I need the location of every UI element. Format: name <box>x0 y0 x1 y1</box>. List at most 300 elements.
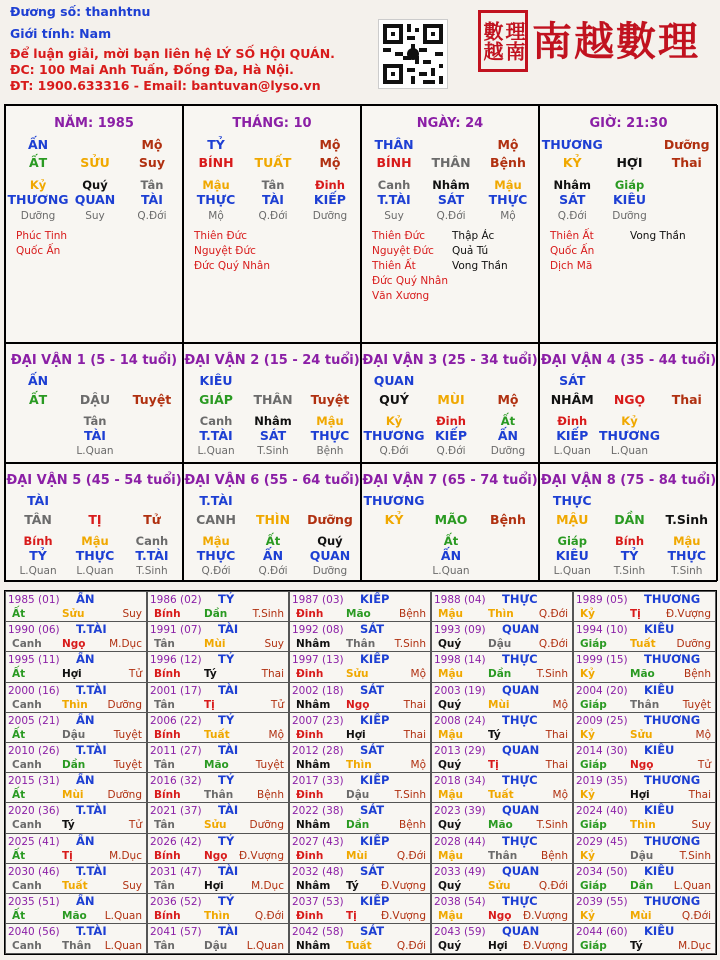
year-stem: Mậu <box>438 668 464 681</box>
dai-van-title: ĐẠI VẬN 1 (5 - 14 tuổi) <box>10 353 178 368</box>
year-label: 1991 (07) <box>150 624 202 637</box>
year-branch: Tuất <box>488 789 514 802</box>
year-stem: Giáp <box>580 759 607 771</box>
dai-van-value: Mộ <box>497 392 519 407</box>
dai-van-value: THỰC <box>75 548 115 563</box>
year-branch: Sửu <box>62 608 85 620</box>
year-cell <box>289 802 431 833</box>
year-branch: Thìn <box>630 819 656 832</box>
year-stage: Đ.Vượng <box>522 910 568 922</box>
pillar-value: KỶ <box>562 155 582 170</box>
dai-van-value: Bính <box>23 534 53 548</box>
dai-van-value: L.Quan <box>432 565 470 577</box>
year-branch: Mùi <box>488 698 510 711</box>
pillar-value: Đinh <box>314 178 345 192</box>
year-stage: Suy <box>691 819 711 832</box>
year-god: SÁT <box>360 743 385 757</box>
dai-van-value: SÁT <box>559 373 586 388</box>
pillar-value: Giáp <box>614 178 645 192</box>
year-stem: Tân <box>154 879 175 892</box>
year-stage: L.Quan <box>246 940 284 953</box>
dai-van-value: Bính <box>614 534 645 548</box>
year-cell <box>5 772 147 803</box>
year-god: THỰC <box>502 833 538 848</box>
year-stage: Thai <box>545 759 568 771</box>
year-cell <box>431 712 573 743</box>
year-god: KIÊU <box>644 743 675 757</box>
pillar-value: KIẾP <box>313 192 346 207</box>
year-cell <box>431 923 573 954</box>
year-stem: Mậu <box>438 849 464 862</box>
dai-van-title: ĐẠI VẬN 6 (55 - 64 tuổi) <box>184 473 360 488</box>
year-branch: Tý <box>204 668 217 681</box>
year-god: THỰC <box>502 712 538 727</box>
pillar-value: Canh <box>377 178 411 192</box>
pillar-value: THƯƠNG <box>7 192 69 207</box>
dai-van-value: THỰC <box>667 548 707 563</box>
year-branch: Tý <box>630 940 643 953</box>
year-branch: Dần <box>204 608 228 620</box>
year-stage: Đ.Vượng <box>665 608 711 620</box>
chart-table <box>4 104 717 582</box>
year-label: 2007 (23) <box>292 714 344 727</box>
pillar-value: Dưỡng <box>663 137 710 152</box>
year-cell <box>573 923 716 954</box>
pillar-value: Mộ <box>319 155 341 170</box>
year-god: QUAN <box>502 622 540 637</box>
pillar-star: Đức Quý Nhân <box>194 260 270 272</box>
year-god: SÁT <box>360 863 385 878</box>
dai-van-value: Dưỡng <box>312 565 348 577</box>
year-god: ẤN <box>76 712 95 727</box>
dai-van-value: L.Quan <box>553 565 591 577</box>
year-god: TÀI <box>218 682 239 697</box>
year-stem: Quý <box>438 759 462 771</box>
header <box>0 0 720 100</box>
year-stem: Nhâm <box>296 940 331 953</box>
year-label: 2044 (60) <box>576 926 628 939</box>
dai-van-value: TỶ <box>29 548 47 563</box>
year-label: 2017 (33) <box>292 775 344 788</box>
year-cell <box>5 833 147 864</box>
year-stem: Canh <box>12 759 42 771</box>
year-stem: Quý <box>438 819 462 832</box>
dai-van-value: THÌN <box>255 512 291 527</box>
dai-van-value: CANH <box>196 512 236 527</box>
year-stem: Quý <box>438 698 462 711</box>
dai-van-value: Ất <box>500 414 516 428</box>
dai-van-value: T.TÀI <box>199 428 233 443</box>
pillar-star: Văn Xương <box>372 290 430 302</box>
year-label: 1990 (06) <box>8 624 60 637</box>
pillar-star: Vong Thần <box>452 260 508 272</box>
year-label: 2010 (26) <box>8 745 60 757</box>
year-stage: Mộ <box>410 668 426 681</box>
year-stem: Bính <box>154 849 181 862</box>
year-branch: Hợi <box>346 728 366 741</box>
dai-van-value: L.Quan <box>19 565 57 577</box>
pillar-cell <box>539 105 718 343</box>
year-stage: Dưỡng <box>676 638 711 651</box>
year-stage: Suy <box>122 879 142 892</box>
dai-van-value: T.Sinh <box>665 512 708 527</box>
dai-van-value: T.Sinh <box>136 565 168 577</box>
year-branch: Ngọ <box>630 759 654 771</box>
year-label: 2014 (30) <box>576 745 628 757</box>
year-stem: Mậu <box>438 608 464 620</box>
year-cell <box>431 863 573 894</box>
year-god: T.TÀI <box>76 622 107 637</box>
year-cell <box>431 621 573 652</box>
dai-van-value: MẬU <box>556 512 589 527</box>
year-label: 1988 (04) <box>434 594 486 606</box>
dai-van-value: T.Sinh <box>257 445 289 457</box>
year-cell <box>147 621 289 652</box>
year-stem: Nhâm <box>296 759 331 771</box>
pillar-star: Phúc Tinh <box>16 230 68 242</box>
year-cell <box>289 833 431 864</box>
year-label: 2031 (47) <box>150 865 202 878</box>
year-stage: Tử <box>128 819 142 832</box>
year-label: 1997 (13) <box>292 654 344 667</box>
year-cell <box>147 742 289 773</box>
year-cell <box>289 712 431 743</box>
phone-email-line: ĐT: 1900.633316 - Email: bantuvan@lyso.vn <box>10 78 321 93</box>
year-stem: Đinh <box>296 849 324 862</box>
year-cell <box>289 682 431 713</box>
dai-van-value: QUÝ <box>379 392 409 407</box>
annual-grid <box>4 590 717 955</box>
year-label: 2001 (17) <box>150 684 202 697</box>
red-seal-stamp <box>478 10 528 72</box>
year-label: 1987 (03) <box>292 594 344 606</box>
pillar-value: TỶ <box>207 137 225 152</box>
year-cell <box>147 712 289 743</box>
year-stem: Nhâm <box>296 698 331 711</box>
dai-van-value: QUAN <box>309 548 351 563</box>
year-branch: Mùi <box>346 849 368 862</box>
year-branch: Thân <box>630 698 660 711</box>
year-label: 2000 (16) <box>8 684 60 697</box>
pillar-value: Q.Đới <box>557 210 587 222</box>
year-label: 2041 (57) <box>150 926 202 939</box>
year-stem: Bính <box>154 608 181 620</box>
year-stem: Canh <box>12 879 42 892</box>
dai-van-value: THƯƠNG <box>363 493 425 508</box>
year-label: 2023 (39) <box>434 805 486 818</box>
year-label: 2013 (29) <box>434 745 486 757</box>
year-god: THỰC <box>502 894 538 908</box>
year-branch: Dần <box>62 759 86 771</box>
year-stage: Mộ <box>268 728 284 741</box>
year-cell <box>5 712 147 743</box>
year-branch: Sửu <box>346 668 369 681</box>
year-stage: Tuyệt <box>113 728 142 741</box>
pillar-value: THỰC <box>488 192 528 207</box>
year-god: TÀI <box>218 924 239 939</box>
year-stem: Giáp <box>580 638 607 651</box>
dai-van-value: ẤT <box>28 392 48 407</box>
pillar-value: Dưỡng <box>20 210 56 222</box>
year-stem: Bính <box>154 668 181 681</box>
year-branch: Ngọ <box>488 910 512 922</box>
dai-van-value: ẤN <box>262 548 284 563</box>
year-branch: Mùi <box>62 789 84 802</box>
year-branch: Thân <box>204 789 234 802</box>
dai-van-value: MÙI <box>437 392 465 407</box>
year-label: 2034 (50) <box>576 865 628 878</box>
dai-van-value: THỰC <box>310 428 350 443</box>
year-god: KIÊU <box>644 803 675 818</box>
year-cell <box>573 893 716 924</box>
year-god: TỶ <box>218 773 235 788</box>
pillar-title: NGÀY: 24 <box>416 116 484 131</box>
year-label: 1989 (05) <box>576 594 628 606</box>
year-cell <box>5 591 147 622</box>
pillar-value: Thai <box>671 155 702 170</box>
year-branch: Sửu <box>488 879 511 892</box>
year-branch: Thìn <box>488 608 514 620</box>
year-label: 2006 (22) <box>150 714 202 727</box>
year-label: 2030 (46) <box>8 865 60 878</box>
year-label: 2033 (49) <box>434 865 486 878</box>
dai-van-value: Tuyệt <box>310 392 350 407</box>
year-god: THƯƠNG <box>644 833 701 848</box>
year-god: TÀI <box>218 622 239 637</box>
year-cell <box>5 923 147 954</box>
year-stem: Bính <box>154 910 181 922</box>
pillar-value: TÀI <box>141 192 163 207</box>
year-stage: T.Sinh <box>394 789 426 802</box>
dai-van-value: MÃO <box>434 512 468 527</box>
year-stage: Q.Đới <box>538 638 568 651</box>
year-stage: T.Sinh <box>536 668 568 681</box>
year-god: ẤN <box>76 894 95 908</box>
year-stage: Suy <box>264 638 284 651</box>
year-branch: Hợi <box>630 789 650 802</box>
dai-van-value: Mậu <box>673 534 701 548</box>
pillar-value: Quý <box>82 178 108 192</box>
year-stage: Mộ <box>410 759 426 771</box>
year-cell <box>147 893 289 924</box>
pillar-value: SỬU <box>80 155 110 170</box>
dai-van-value: DẬU <box>79 392 111 407</box>
pillar-value: Suy <box>85 210 105 222</box>
year-label: 2012 (28) <box>292 745 344 757</box>
year-branch: Dần <box>630 879 654 892</box>
year-label: 2004 (20) <box>576 684 628 697</box>
dai-van-title: ĐẠI VẬN 2 (15 - 24 tuổi) <box>184 353 360 368</box>
year-stage: T.Sinh <box>679 849 711 862</box>
year-stage: Tử <box>128 668 142 681</box>
year-god: T.TÀI <box>76 924 107 939</box>
year-branch: Tuất <box>346 940 372 953</box>
dai-van-value: Q.Đới <box>436 445 466 457</box>
year-stage: Q.Đới <box>538 608 568 620</box>
dai-van-value: Tân <box>83 414 107 428</box>
year-label: 2029 (45) <box>576 835 628 848</box>
dai-van-value: TÂN <box>24 512 52 527</box>
year-branch: Tị <box>630 608 641 620</box>
year-cell <box>573 621 716 652</box>
year-stem: Ất <box>12 910 26 922</box>
year-stem: Ất <box>12 728 26 741</box>
year-branch: Dần <box>488 668 512 681</box>
year-stage: Tử <box>270 698 284 711</box>
year-stem: Tân <box>154 638 175 651</box>
year-label: 1994 (10) <box>576 624 628 637</box>
year-label: 1986 (02) <box>150 594 202 606</box>
dai-van-value: KIẾP <box>556 428 589 443</box>
year-cell <box>5 863 147 894</box>
year-label: 2028 (44) <box>434 835 486 848</box>
year-stage: Thai <box>403 698 426 711</box>
year-cell <box>573 712 716 743</box>
year-branch: Sửu <box>204 819 227 832</box>
pillar-value: Mộ <box>208 210 224 222</box>
year-stem: Đinh <box>296 728 324 741</box>
year-stage: Tuyệt <box>113 759 142 771</box>
year-god: SÁT <box>360 682 385 697</box>
year-stage: Tử <box>697 759 711 771</box>
year-cell <box>431 772 573 803</box>
year-stem: Canh <box>12 819 42 832</box>
year-branch: Hợi <box>62 668 82 681</box>
pillar-value: Dưỡng <box>312 210 348 222</box>
year-branch: Mão <box>488 819 513 832</box>
year-branch: Tuất <box>62 879 88 892</box>
year-stage: Mộ <box>695 728 711 741</box>
year-label: 1992 (08) <box>292 624 344 637</box>
year-label: 2016 (32) <box>150 775 202 788</box>
year-label: 2032 (48) <box>292 865 344 878</box>
year-stage: Mộ <box>552 789 568 802</box>
year-god: T.TÀI <box>76 682 107 697</box>
dai-van-title: ĐẠI VẬN 5 (45 - 54 tuổi) <box>6 473 182 488</box>
year-cell <box>431 833 573 864</box>
dai-van-value: Canh <box>135 534 169 548</box>
year-stem: Canh <box>12 698 42 711</box>
pillar-star: Thiên Đức <box>372 230 426 242</box>
pillar-value: Q.Đới <box>436 210 466 222</box>
dai-van-value: Quý <box>317 534 343 548</box>
year-cell <box>431 591 573 622</box>
dai-van-value: T.Sinh <box>613 565 646 577</box>
year-branch: Mùi <box>630 910 652 922</box>
dai-van-value: DẦN <box>614 512 645 527</box>
dai-van-value: ẤN <box>440 548 462 563</box>
year-stage: L.Quan <box>104 910 142 922</box>
year-god: QUAN <box>502 803 540 818</box>
year-cell <box>573 863 716 894</box>
dai-van-value: Tuyệt <box>132 392 172 407</box>
year-god: TỶ <box>218 592 235 606</box>
year-cell <box>431 742 573 773</box>
pillar-star: Quốc Ấn <box>16 245 61 257</box>
year-branch: Tị <box>62 849 73 862</box>
pillar-cell <box>183 105 361 343</box>
pillar-value: Nhâm <box>432 178 470 192</box>
pillar-value: Mộ <box>319 137 341 152</box>
year-cell <box>147 651 289 682</box>
pillar-value: Mậu <box>202 178 230 192</box>
pillar-value: Suy <box>138 155 165 170</box>
year-stem: Ất <box>12 849 26 862</box>
year-branch: Ngọ <box>204 849 228 862</box>
pillar-value: Tân <box>261 178 285 192</box>
year-stage: Q.Đới <box>396 940 426 953</box>
dai-van-value: Bệnh <box>316 445 344 457</box>
year-god: QUAN <box>502 743 540 757</box>
year-cell <box>5 651 147 682</box>
year-branch: Dậu <box>488 638 512 651</box>
year-god: QUAN <box>502 924 540 939</box>
year-cell <box>147 772 289 803</box>
year-god: THƯƠNG <box>644 712 701 727</box>
dai-van-title: ĐẠI VẬN 3 (25 - 34 tuổi) <box>362 353 538 368</box>
dai-van-title: ĐẠI VẬN 8 (75 - 84 tuổi) <box>540 473 717 488</box>
year-stem: Tân <box>154 698 175 711</box>
pillar-title: THÁNG: 10 <box>232 116 312 131</box>
year-stage: Dưỡng <box>249 819 284 832</box>
year-cell <box>431 802 573 833</box>
pillar-star: Nguyệt Đức <box>194 245 256 257</box>
year-stem: Nhâm <box>296 879 331 892</box>
pillar-value: SÁT <box>559 192 586 207</box>
year-stem: Giáp <box>580 879 607 892</box>
pillar-value: QUAN <box>74 192 116 207</box>
dai-van-value: THỰC <box>196 548 236 563</box>
year-god: THƯƠNG <box>644 652 701 667</box>
pillar-value: BÍNH <box>376 155 412 170</box>
year-cell <box>573 651 716 682</box>
year-god: TỶ <box>218 894 235 908</box>
year-label: 2011 (27) <box>150 745 202 757</box>
pillar-star: Thập Ác <box>452 230 495 242</box>
dai-van-value: THƯƠNG <box>598 428 661 443</box>
year-label: 2038 (54) <box>434 896 486 908</box>
year-stem: Kỷ <box>580 728 595 741</box>
year-branch: Tuất <box>204 728 230 741</box>
year-cell <box>5 893 147 924</box>
year-stage: Bệnh <box>399 819 426 832</box>
year-stage: Suy <box>122 608 142 620</box>
year-stage: L.Quan <box>104 940 142 953</box>
year-label: 2039 (55) <box>576 896 628 908</box>
year-stage: Đ.Vượng <box>238 849 284 862</box>
year-stem: Quý <box>438 940 462 953</box>
year-stem: Kỷ <box>580 910 595 922</box>
year-label: 2003 (19) <box>434 684 486 697</box>
year-god: THƯƠNG <box>644 592 701 606</box>
year-god: KIẾP <box>360 894 390 908</box>
year-cell <box>289 772 431 803</box>
year-god: THƯƠNG <box>644 894 701 908</box>
year-label: 2021 (37) <box>150 805 202 818</box>
pillar-value: Nhâm <box>553 178 592 192</box>
year-label: 2002 (18) <box>292 684 344 697</box>
year-branch: Mùi <box>204 638 226 651</box>
year-stem: Kỷ <box>580 668 595 681</box>
year-cell <box>289 923 431 954</box>
dai-van-value: Đinh <box>557 414 588 428</box>
year-branch: Hợi <box>488 940 508 953</box>
year-label: 2008 (24) <box>434 714 486 727</box>
year-label: 2018 (34) <box>434 775 486 788</box>
year-label: 2040 (56) <box>8 926 60 939</box>
pillar-star: Thiên Ất <box>372 260 416 272</box>
year-label: 1995 (11) <box>8 654 60 667</box>
